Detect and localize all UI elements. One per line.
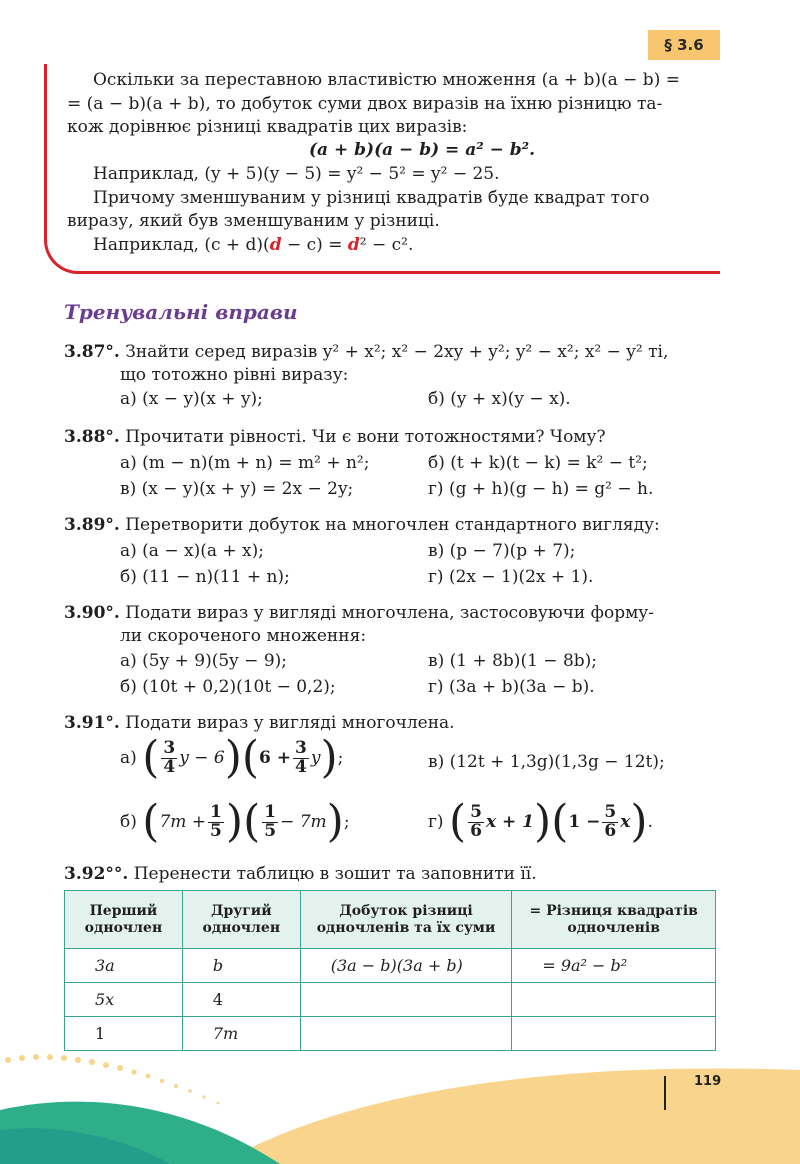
fraction: [262, 801, 278, 841]
exercise-3-90: [64, 603, 654, 623]
terminator: ;: [343, 812, 350, 832]
numerator: 3: [295, 737, 307, 758]
term: 7m +: [159, 812, 207, 832]
option-b: б) (10t + 0,2)(10t − 0,2);: [120, 677, 336, 697]
highlight-d-2: d: [347, 235, 360, 255]
exercise-3-89: [64, 515, 660, 535]
table-row: [65, 983, 716, 1017]
exercise-text-cont: ли скороченого множення:: [120, 626, 367, 646]
exercise-text: Перенести таблицю в зошит та заповнити її.: [133, 864, 537, 884]
theory-line-5: виразу, який був зменшуваним у різниці.: [67, 211, 440, 231]
option-c: в) (1 + 8b)(1 − 8b);: [428, 651, 597, 671]
term: x + 1: [485, 812, 535, 832]
open-paren: (: [243, 796, 261, 847]
table-cell: b: [182, 949, 300, 983]
footer-decoration: [0, 1030, 800, 1164]
option-c: в) (x − y)(x + y) = 2x − 2y;: [120, 479, 354, 499]
theory-example-2-mid: − c) =: [281, 235, 348, 255]
option-c: в) (p − 7)(p + 7);: [428, 541, 576, 561]
table-cell: (3a − b)(3a + b): [300, 949, 512, 983]
close-paren: ): [630, 796, 648, 847]
denominator: 4: [295, 756, 307, 777]
exercise-3-91: [64, 713, 455, 733]
fraction: [468, 801, 484, 841]
option-a: а) (5y + 9)(5y − 9);: [120, 651, 288, 671]
numerator: 3: [163, 737, 176, 758]
table-cell: 7m: [182, 1017, 300, 1051]
header-first-monomial: Перший одночлен: [65, 891, 183, 949]
denominator: 5: [264, 820, 277, 841]
table-cell: = 9a² − b²: [512, 949, 716, 983]
terminator: .: [647, 812, 653, 832]
theory-example-1: Наприклад, (y + 5)(y − 5) = y² − 5² = y² − 25.: [93, 164, 500, 184]
exercise-text: Прочитати рівності. Чи є вони тотожностями? Чому?: [125, 427, 606, 447]
exercise-number: 3.92°°.: [64, 864, 129, 884]
open-paren: (: [142, 732, 160, 783]
table-row: [65, 949, 716, 983]
option-label: в): [428, 752, 445, 772]
exercise-text-cont: що тотожно рівні виразу:: [120, 365, 349, 385]
table-cell: 4: [182, 983, 300, 1017]
exercise-3-88: [64, 427, 606, 447]
numerator: 5: [470, 801, 482, 822]
denominator: 6: [470, 820, 482, 841]
denominator: 6: [604, 820, 617, 841]
theory-line-4: Причому зменшуваним у різниці квадратів буде квадрат того: [93, 188, 650, 208]
exercise-number: 3.90°.: [64, 603, 120, 623]
option-expression: (12t + 1,3g)(1,3g − 12t);: [449, 752, 665, 772]
table-cell: 5x: [65, 983, 183, 1017]
header-product: Добуток різниці одночленів та їх суми: [300, 891, 512, 949]
theory-example-2-pre: Наприклад, (c + d)(: [93, 235, 270, 255]
exercise-number: 3.89°.: [64, 515, 120, 535]
theory-box: [44, 64, 720, 274]
option-d: г) (2x − 1)(2x + 1).: [428, 567, 594, 587]
fraction: [602, 801, 618, 841]
option-a: а) (x − y)(x + y);: [120, 389, 263, 409]
theory-line-3: кож дорівнює різниці квадратів цих виразів:: [67, 117, 468, 137]
term: y − 6: [179, 748, 225, 768]
option-b: б) (t + k)(t − k) = k² − t²;: [428, 453, 648, 473]
exercise-number: 3.91°.: [64, 713, 120, 733]
option-b: б) (y + x)(y − x).: [428, 389, 571, 409]
exercises-heading: Тренувальні вправи: [64, 300, 298, 324]
option-label: а): [120, 748, 137, 768]
close-paren: ): [224, 732, 242, 783]
option-b: [120, 796, 350, 847]
table-cell: 3a: [65, 949, 183, 983]
close-paren: ): [320, 732, 338, 783]
exercise-text: Подати вираз у вигляді многочлена.: [125, 713, 455, 733]
option-a: а) (m − n)(m + n) = m² + n²;: [120, 453, 370, 473]
option-a: а) (a − x)(a + x);: [120, 541, 264, 561]
term: y: [310, 748, 321, 768]
open-paren: (: [142, 796, 160, 847]
theory-formula: (a + b)(a − b) = a² − b².: [309, 140, 536, 160]
header-difference-of-squares: = Різниця квадратів одночленів: [512, 891, 716, 949]
fraction: [208, 801, 224, 841]
numerator: 1: [264, 801, 277, 822]
exercise-3-87: [64, 342, 668, 362]
theory-line-2: = (a − b)(a + b), то добуток суми двох виразів на їхню різницю та-: [67, 94, 663, 114]
option-c: [428, 752, 665, 772]
exercise-number: 3.88°.: [64, 427, 120, 447]
close-paren: ): [225, 796, 244, 847]
exercise-text: Подати вираз у вигляді многочлена, застосовуючи форму-: [125, 603, 655, 623]
section-tag: § 3.6: [648, 30, 720, 60]
option-d: г) (g + h)(g − h) = g² − h.: [428, 479, 654, 499]
exercise-table: [64, 890, 716, 1051]
option-a: [120, 732, 344, 783]
denominator: 5: [210, 820, 222, 841]
open-paren: (: [448, 796, 467, 847]
term: − 7m: [280, 812, 327, 832]
option-b: б) (11 − n)(11 + n);: [120, 567, 290, 587]
table-cell: [300, 983, 512, 1017]
highlight-d-1: d: [269, 235, 282, 255]
exercise-text: Знайти серед виразів y² + x²; x² − 2xy + y²; y² − x²; x² − y² ті,: [125, 342, 669, 362]
open-paren: (: [551, 796, 569, 847]
theory-example-2: [93, 235, 748, 255]
open-paren: (: [241, 732, 260, 783]
footer-dots: [5, 1054, 219, 1104]
page-number: 119: [694, 1074, 722, 1089]
close-paren: ): [326, 796, 344, 847]
exercise-text: Перетворити добуток на многочлен стандартного вигляду:: [125, 515, 660, 535]
table-cell: [512, 983, 716, 1017]
theory-line-1: Оскільки за переставною властивістю множення (a + b)(a − b) =: [93, 70, 680, 90]
fraction: [161, 737, 177, 777]
theory-example-2-post: ² − c².: [359, 235, 414, 255]
option-label: б): [120, 812, 137, 832]
denominator: 4: [163, 756, 176, 777]
table-cell: 1: [65, 1017, 183, 1051]
exercise-number: 3.87°.: [64, 342, 120, 362]
close-paren: ): [534, 796, 552, 847]
option-d: г) (3a + b)(3a − b).: [428, 677, 595, 697]
header-second-monomial: Другий одночлен: [182, 891, 300, 949]
numerator: 1: [210, 801, 222, 822]
option-label: г): [428, 812, 444, 832]
terminator: ;: [337, 748, 344, 768]
page-divider: [664, 1076, 666, 1110]
term: 6 +: [259, 748, 292, 768]
term: x: [620, 812, 631, 832]
option-d: [428, 796, 653, 847]
term: 1 −: [568, 812, 601, 832]
table-header-row: [65, 891, 716, 949]
fraction: [293, 737, 309, 777]
numerator: 5: [604, 801, 617, 822]
exercise-3-92: [64, 864, 537, 884]
